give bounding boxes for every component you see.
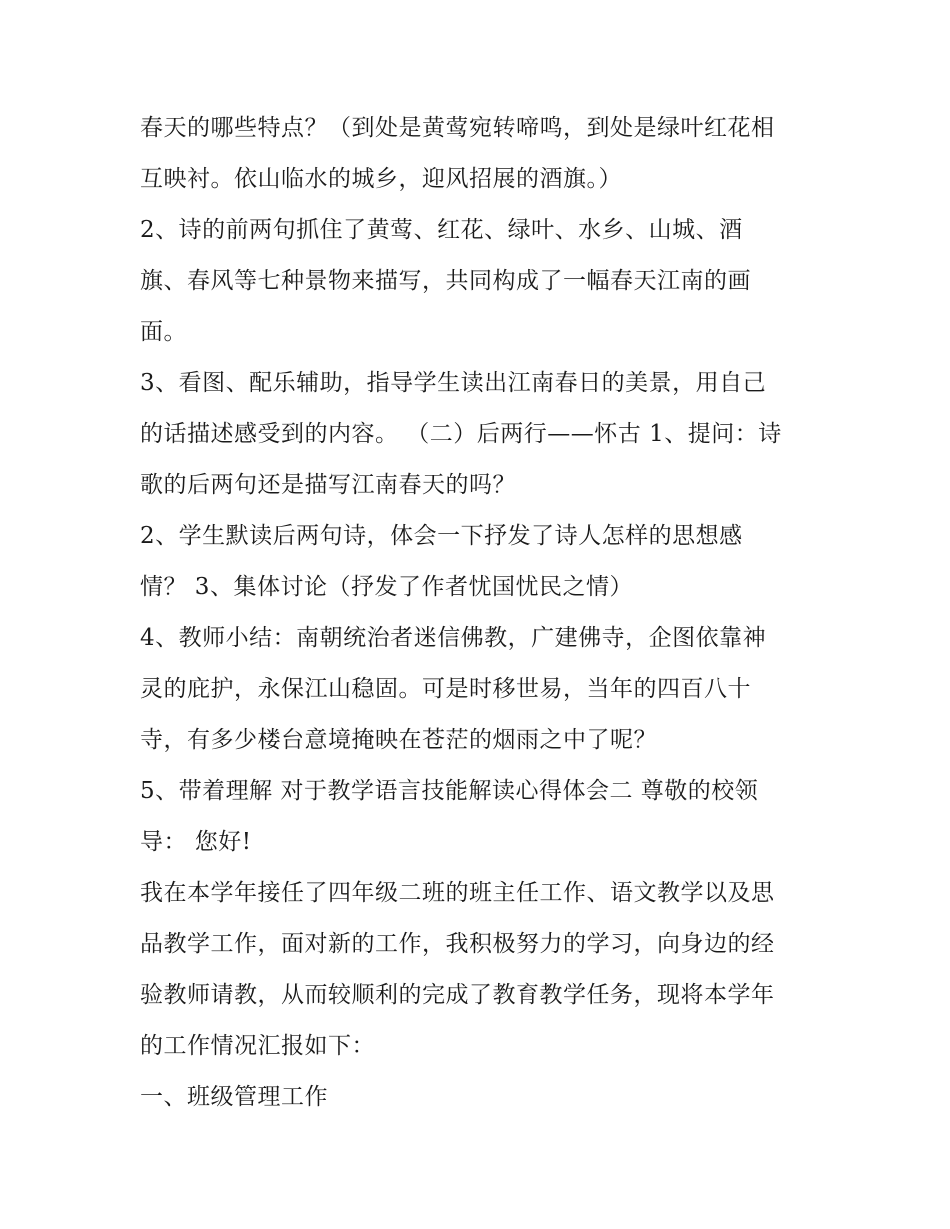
text-line-10: 情？ 3、集体讨论（抒发了作者忧国忧民之情） xyxy=(140,574,633,600)
text-line-8: 歌的后两句还是描写江南春天的吗？ xyxy=(140,472,516,498)
text-line-14: 5、带着理解 对于教学语言技能解读心得体会二 尊敬的校领 xyxy=(140,778,759,804)
text-line-6: 3、看图、配乐辅助，指导学生读出江南春日的美景，用自己 xyxy=(140,370,767,396)
text-line-7: 的话描述感受到的内容。 （二）后两行——怀古 1、提问：诗 xyxy=(140,421,782,447)
text-line-15: 导： 您好! xyxy=(140,829,252,855)
text-line-16: 我在本学年接任了四年级二班的班主任工作、语文教学以及思 xyxy=(140,880,775,906)
text-line-12: 灵的庇护，永保江山稳固。可是时移世易，当年的四百八十 xyxy=(140,676,751,702)
text-line-5: 面。 xyxy=(140,319,187,345)
text-line-3: 2、诗的前两句抓住了黄莺、红花、绿叶、水乡、山城、酒 xyxy=(140,217,743,243)
text-line-1: 春天的哪些特点？（到处是黄莺宛转啼鸣，到处是绿叶红花相 xyxy=(140,115,775,141)
text-line-4: 旗、春风等七种景物来描写，共同构成了一幅春天江南的画 xyxy=(140,268,751,294)
text-line-2: 互映衬。依山临水的城乡，迎风招展的酒旗。） xyxy=(140,166,622,192)
text-line-9: 2、学生默读后两句诗，体会一下抒发了诗人怎样的思想感 xyxy=(140,523,743,549)
text-line-17: 品教学工作，面对新的工作，我积极努力的学习，向身边的经 xyxy=(140,931,775,957)
text-line-19: 的工作情况汇报如下： xyxy=(140,1033,375,1059)
text-line-11: 4、教师小结：南朝统治者迷信佛教，广建佛寺，企图依靠神 xyxy=(140,625,767,651)
text-line-18: 验教师请教，从而较顺利的完成了教育教学任务，现将本学年 xyxy=(140,982,775,1008)
section-heading: 一、班级管理工作 xyxy=(140,1084,328,1110)
text-line-13: 寺，有多少楼台意境掩映在苍茫的烟雨之中了呢？ xyxy=(140,727,657,753)
